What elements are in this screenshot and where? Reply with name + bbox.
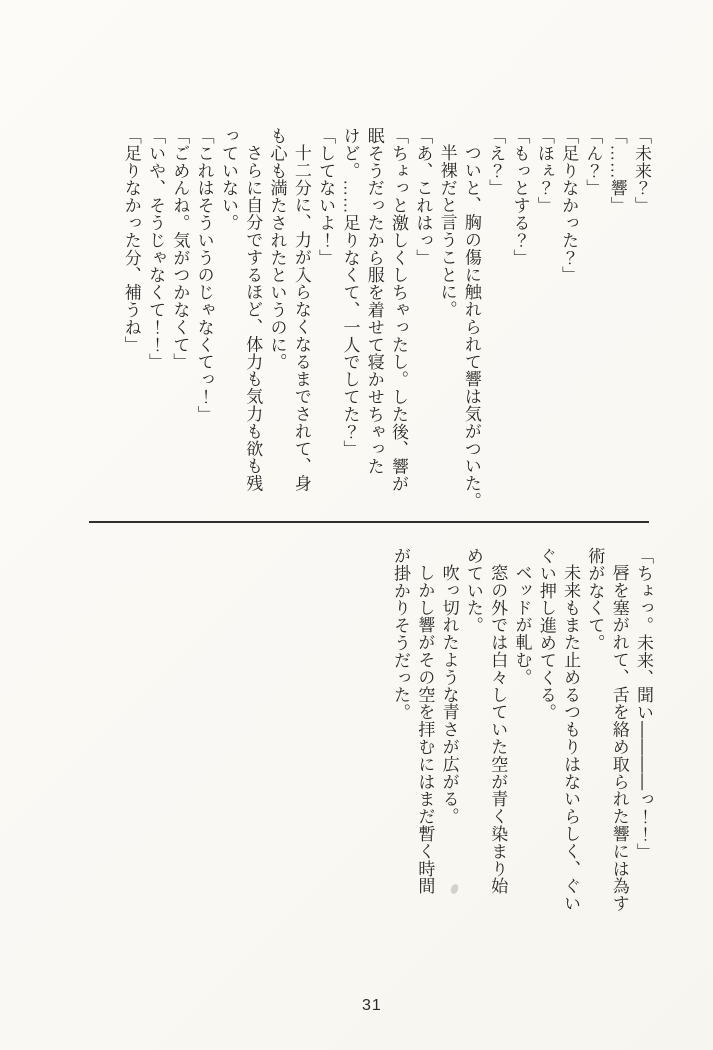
text-column: めていた。 — [463, 547, 483, 634]
text-column: さらに自分でするほど、体力も気力も欲も残 — [243, 144, 263, 492]
text-column: 窓の外では白々していた空が青く染まり始 — [488, 564, 508, 895]
text-column: 眠そうだったから服を着せて寝かせちゃった — [364, 127, 384, 475]
text-column: けど。……足りなくて、一人でしてた？」 — [340, 127, 360, 458]
text-column: 「もっとする？」 — [510, 127, 530, 267]
text-column: 術がなくて。 — [585, 547, 605, 652]
text-column: 「あ、これはっ」 — [413, 127, 433, 267]
text-column: っていない。 — [218, 127, 238, 232]
text-column: 未来もまた止めるつもりはないらしく、ぐい — [561, 564, 581, 912]
text-column: 「してないよ！」 — [316, 127, 336, 267]
text-column: ぐい押し進めてくる。 — [536, 547, 556, 721]
text-column: 「いや、そうじゃなくて！！」 — [146, 127, 166, 371]
text-column: 「ほぇ？」 — [534, 127, 554, 214]
page-number: 31 — [362, 997, 382, 1014]
text-column: 「未来？」 — [632, 127, 651, 214]
text-section-bottom — [388, 547, 655, 947]
text-column: 「ごめんね。気がつかなくて」 — [170, 127, 190, 371]
text-column: しかし響がその空を拝むにはまだ暫く時間 — [415, 564, 435, 895]
text-column: が掛かりそうだった。 — [391, 547, 411, 721]
text-column: 十二分に、力が入らなくなるまでされて、身 — [291, 144, 311, 492]
text-column: 唇を塞がれて、舌を絡め取られた響には為す — [609, 564, 629, 912]
text-column: 「ちょっと激しくしちゃったし。した後、響が — [389, 127, 409, 493]
text-column: 「これはそういうのじゃなくてっ！」 — [194, 127, 214, 423]
text-column: 「足りなかった分、補うね」 — [121, 127, 141, 354]
text-column: ベッドが軋む。 — [512, 564, 532, 686]
text-column: ついと、胸の傷に触れられて響は気がついた。 — [461, 144, 481, 510]
text-section-top — [118, 127, 653, 517]
text-column: 「……響」 — [607, 127, 627, 214]
section-divider-rule — [89, 521, 649, 523]
text-column: 半裸だと言うことに。 — [437, 144, 457, 318]
text-column: も心も満たされたというのに。 — [267, 127, 287, 371]
text-column: 吹っ切れたような青さが広がる。 — [439, 564, 459, 825]
text-column: 「ん？」 — [583, 127, 603, 197]
text-column: 「足りなかった？」 — [559, 127, 579, 284]
text-column: 「え？」 — [486, 127, 506, 197]
text-column: 「ちょっ。未来、聞い――――っ！！」 — [634, 547, 653, 861]
